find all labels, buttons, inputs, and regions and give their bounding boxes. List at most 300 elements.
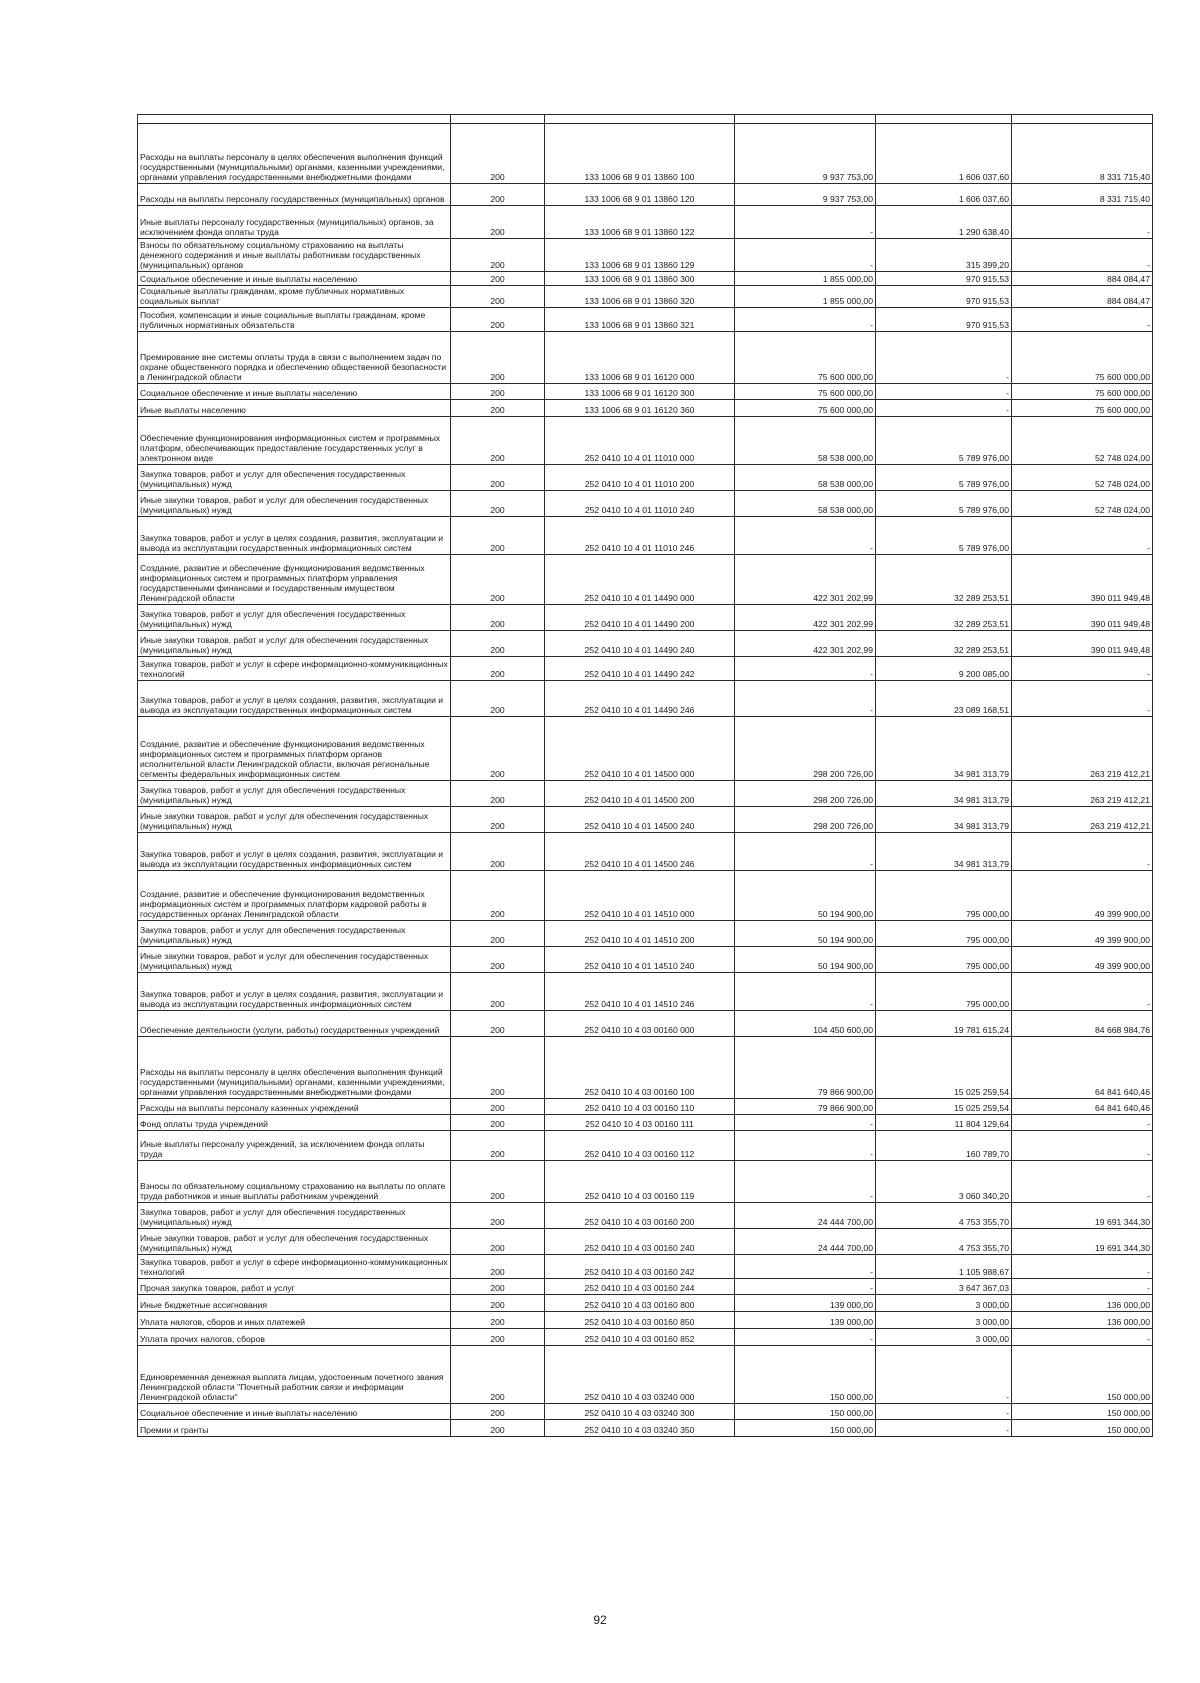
table-row	[138, 833, 1153, 871]
row-kbk-cell: 252 0410 10 4 01 11010 240	[545, 491, 735, 517]
row-name-cell: Прочая закупка товаров, работ и услуг	[138, 1279, 451, 1295]
row-approved-cell: -	[735, 657, 876, 681]
row-name-cell: Иные закупки товаров, работ и услуг для обеспечения государственных (муниципальных) нужд	[138, 491, 451, 517]
row-remaining-cell: 136 000,00	[1012, 1295, 1153, 1312]
row-approved-cell: -	[735, 1255, 876, 1279]
row-remaining-cell: -	[1012, 1255, 1153, 1279]
row-name-cell: Иные выплаты населению	[138, 400, 451, 417]
row-kbk-cell: 252 0410 10 4 03 00160 112	[545, 1131, 735, 1161]
row-name-cell: Иные закупки товаров, работ и услуг для обеспечения государственных (муниципальных) нужд	[138, 1229, 451, 1255]
table-row	[138, 272, 1153, 286]
table-row	[138, 124, 1153, 184]
row-remaining-cell: 52 748 024,00	[1012, 465, 1153, 491]
row-executed-cell: 970 915,53	[876, 308, 1012, 332]
table-row	[138, 1229, 1153, 1255]
row-executed-cell: -	[876, 384, 1012, 400]
row-remaining-cell: -	[1012, 1329, 1153, 1346]
row-remaining-cell: 150 000,00	[1012, 1404, 1153, 1420]
row-executed-cell: 5 789 976,00	[876, 417, 1012, 465]
row-approved-cell: 139 000,00	[735, 1295, 876, 1312]
table-row	[138, 1404, 1153, 1420]
row-remaining-cell: -	[1012, 657, 1153, 681]
row-name-cell: Иные закупки товаров, работ и услуг для обеспечения государственных (муниципальных) нужд	[138, 631, 451, 657]
row-remaining-cell: 390 011 949,48	[1012, 631, 1153, 657]
table-row	[138, 184, 1153, 206]
row-executed-cell: 3 000,00	[876, 1295, 1012, 1312]
row-remaining-cell: 19 691 344,30	[1012, 1229, 1153, 1255]
row-approved-cell: -	[735, 308, 876, 332]
row-kbk-cell: 252 0410 10 4 01 11010 000	[545, 417, 735, 465]
row-approved-cell: 9 937 753,00	[735, 184, 876, 206]
row-approved-cell: 50 194 900,00	[735, 871, 876, 921]
row-approved-cell: 150 000,00	[735, 1346, 876, 1404]
table-row	[138, 1346, 1153, 1404]
table-row	[138, 973, 1153, 1011]
row-kbk-cell: 252 0410 10 4 01 14490 200	[545, 605, 735, 631]
row-remaining-cell: 49 399 900,00	[1012, 947, 1153, 973]
row-code-cell: 200	[451, 1312, 545, 1329]
row-executed-cell: -	[876, 1404, 1012, 1420]
row-code-cell: 200	[451, 605, 545, 631]
row-code-cell: 200	[451, 833, 545, 871]
table-row	[138, 384, 1153, 400]
row-remaining-cell: -	[1012, 517, 1153, 555]
row-code-cell: 200	[451, 1115, 545, 1131]
row-kbk-cell: 252 0410 10 4 03 00160 119	[545, 1161, 735, 1203]
row-kbk-cell: 133 1006 68 9 01 13860 129	[545, 239, 735, 272]
row-remaining-cell: 75 600 000,00	[1012, 384, 1153, 400]
row-remaining-cell: 884 084,47	[1012, 272, 1153, 286]
row-executed-cell: 3 647 367,03	[876, 1279, 1012, 1295]
row-kbk-cell: 133 1006 68 9 01 16120 360	[545, 400, 735, 417]
row-executed-cell: 11 804 129,64	[876, 1115, 1012, 1131]
row-name-cell: Обеспечение функционирования информационных систем и программных платформ, обеспечивающих предоставление государственных услуг в электронном виде	[138, 417, 451, 465]
table-row	[138, 206, 1153, 239]
row-name-cell: Единовременная денежная выплата лицам, удостоенным почетного звания Ленинградской области "Почетный работник связи и информации Ленинградской области"	[138, 1346, 451, 1404]
row-code-cell: 200	[451, 947, 545, 973]
table-row	[138, 657, 1153, 681]
row-approved-cell: 75 600 000,00	[735, 332, 876, 384]
row-code-cell: 200	[451, 681, 545, 717]
row-executed-cell: 4 753 355,70	[876, 1203, 1012, 1229]
row-kbk-cell: 252 0410 10 4 03 03240 350	[545, 1420, 735, 1437]
row-remaining-cell: -	[1012, 308, 1153, 332]
row-executed-cell: 970 915,53	[876, 272, 1012, 286]
row-remaining-cell: 136 000,00	[1012, 1312, 1153, 1329]
row-kbk-cell: 252 0410 10 4 01 11010 200	[545, 465, 735, 491]
row-kbk-cell: 133 1006 68 9 01 16120 000	[545, 332, 735, 384]
row-approved-cell: -	[735, 681, 876, 717]
row-remaining-cell: 52 748 024,00	[1012, 491, 1153, 517]
table-row	[138, 1115, 1153, 1131]
row-code-cell: 200	[451, 1255, 545, 1279]
row-approved-cell: -	[735, 973, 876, 1011]
row-executed-cell: 15 025 259,54	[876, 1099, 1012, 1115]
row-code-cell: 200	[451, 465, 545, 491]
table-row	[138, 1295, 1153, 1312]
row-code-cell: 200	[451, 1420, 545, 1437]
row-approved-cell: -	[735, 1329, 876, 1346]
row-kbk-cell: 252 0410 10 4 03 00160 242	[545, 1255, 735, 1279]
table-row	[138, 517, 1153, 555]
row-remaining-cell: 263 219 412,21	[1012, 717, 1153, 781]
row-code-cell: 200	[451, 206, 545, 239]
row-kbk-cell: 133 1006 68 9 01 16120 300	[545, 384, 735, 400]
row-name-cell: Закупка товаров, работ и услуг для обеспечения государственных (муниципальных) нужд	[138, 605, 451, 631]
row-approved-cell: 75 600 000,00	[735, 400, 876, 417]
row-approved-cell: 58 538 000,00	[735, 417, 876, 465]
row-approved-cell: 24 444 700,00	[735, 1229, 876, 1255]
row-executed-cell: -	[876, 1420, 1012, 1437]
row-kbk-cell: 252 0410 10 4 01 14510 246	[545, 973, 735, 1011]
row-code-cell: 200	[451, 400, 545, 417]
row-executed-cell: 9 200 085,00	[876, 657, 1012, 681]
table-row	[138, 239, 1153, 272]
row-name-cell: Уплата прочих налогов, сборов	[138, 1329, 451, 1346]
row-name-cell: Иные выплаты персоналу государственных (муниципальных) органов, за исключением фонда оплаты труда	[138, 206, 451, 239]
table-row	[138, 1161, 1153, 1203]
row-name-cell: Создание, развитие и обеспечение функционирования ведомственных информационных систем и программных платформ управления государственными финансами и государственным имуществом Ленинградской области	[138, 555, 451, 605]
row-name-cell: Расходы на выплаты персоналу государственных (муниципальных) органов	[138, 184, 451, 206]
row-kbk-cell: 252 0410 10 4 03 00160 200	[545, 1203, 735, 1229]
row-name-cell: Закупка товаров, работ и услуг для обеспечения государственных (муниципальных) нужд	[138, 465, 451, 491]
row-remaining-cell: 884 084,47	[1012, 286, 1153, 308]
row-remaining-cell: -	[1012, 973, 1153, 1011]
row-approved-cell: 75 600 000,00	[735, 384, 876, 400]
row-kbk-cell: 252 0410 10 4 03 00160 240	[545, 1229, 735, 1255]
row-kbk-cell: 252 0410 10 4 01 14500 240	[545, 807, 735, 833]
row-kbk-cell: 252 0410 10 4 01 14500 200	[545, 781, 735, 807]
row-name-cell: Расходы на выплаты персоналу в целях обеспечения выполнения функций государственными (муниципальными) органами, казенными учреждениями, органами управления государственными внебюджетными фондами	[138, 1037, 451, 1099]
row-name-cell: Обеспечение деятельности (услуги, работы) государственных учреждений	[138, 1011, 451, 1037]
row-executed-cell: 160 789,70	[876, 1131, 1012, 1161]
row-executed-cell: 970 915,53	[876, 286, 1012, 308]
row-kbk-cell: 133 1006 68 9 01 13860 321	[545, 308, 735, 332]
row-kbk-cell: 252 0410 10 4 03 00160 800	[545, 1295, 735, 1312]
row-executed-cell: 3 000,00	[876, 1329, 1012, 1346]
row-code-cell: 200	[451, 1161, 545, 1203]
row-code-cell: 200	[451, 1099, 545, 1115]
row-name-cell: Социальное обеспечение и иные выплаты населению	[138, 1404, 451, 1420]
row-approved-cell: 50 194 900,00	[735, 947, 876, 973]
row-remaining-cell: 52 748 024,00	[1012, 417, 1153, 465]
row-executed-cell: 5 789 976,00	[876, 465, 1012, 491]
row-executed-cell: 34 981 313,79	[876, 781, 1012, 807]
row-kbk-cell: 252 0410 10 4 01 14500 000	[545, 717, 735, 781]
table-row	[138, 717, 1153, 781]
row-remaining-cell: 75 600 000,00	[1012, 400, 1153, 417]
row-approved-cell: -	[735, 833, 876, 871]
row-kbk-cell: 252 0410 10 4 01 14510 000	[545, 871, 735, 921]
row-name-cell: Закупка товаров, работ и услуг в целях создания, развития, эксплуатации и вывода из эксплуатации государственных информационных систем	[138, 681, 451, 717]
row-executed-cell: 795 000,00	[876, 973, 1012, 1011]
row-kbk-cell: 133 1006 68 9 01 13860 100	[545, 124, 735, 184]
row-remaining-cell: -	[1012, 239, 1153, 272]
row-code-cell: 200	[451, 1295, 545, 1312]
row-approved-cell: 150 000,00	[735, 1404, 876, 1420]
row-executed-cell: 4 753 355,70	[876, 1229, 1012, 1255]
table-row	[138, 1420, 1153, 1437]
row-remaining-cell: -	[1012, 1161, 1153, 1203]
row-code-cell: 200	[451, 1203, 545, 1229]
row-kbk-cell: 133 1006 68 9 01 13860 122	[545, 206, 735, 239]
row-code-cell: 200	[451, 1279, 545, 1295]
row-executed-cell: 1 290 638,40	[876, 206, 1012, 239]
row-executed-cell: 23 089 168,51	[876, 681, 1012, 717]
row-executed-cell: -	[876, 1346, 1012, 1404]
row-name-cell: Иные бюджетные ассигнования	[138, 1295, 451, 1312]
row-approved-cell: 139 000,00	[735, 1312, 876, 1329]
row-name-cell: Иные закупки товаров, работ и услуг для обеспечения государственных (муниципальных) нужд	[138, 807, 451, 833]
row-approved-cell: 79 866 900,00	[735, 1099, 876, 1115]
row-remaining-cell: 49 399 900,00	[1012, 921, 1153, 947]
table-row	[138, 807, 1153, 833]
table-row	[138, 781, 1153, 807]
row-approved-cell: 298 200 726,00	[735, 781, 876, 807]
row-code-cell: 200	[451, 921, 545, 947]
row-remaining-cell: -	[1012, 681, 1153, 717]
row-name-cell: Закупка товаров, работ и услуг в целях создания, развития, эксплуатации и вывода из эксплуатации государственных информационных систем	[138, 517, 451, 555]
row-code-cell: 200	[451, 491, 545, 517]
table-row	[138, 921, 1153, 947]
table-row	[138, 1037, 1153, 1099]
row-name-cell: Закупка товаров, работ и услуг в сфере информационно-коммуникационных технологий	[138, 657, 451, 681]
row-code-cell: 200	[451, 1404, 545, 1420]
row-kbk-cell: 252 0410 10 4 03 00160 244	[545, 1279, 735, 1295]
row-approved-cell: 58 538 000,00	[735, 491, 876, 517]
row-remaining-cell: 64 841 640,46	[1012, 1099, 1153, 1115]
row-approved-cell: 79 866 900,00	[735, 1037, 876, 1099]
row-kbk-cell: 133 1006 68 9 01 13860 300	[545, 272, 735, 286]
row-name-cell: Социальное обеспечение и иные выплаты населению	[138, 384, 451, 400]
row-code-cell: 200	[451, 332, 545, 384]
row-remaining-cell: 64 841 640,46	[1012, 1037, 1153, 1099]
row-executed-cell: 34 981 313,79	[876, 833, 1012, 871]
row-kbk-cell: 252 0410 10 4 03 00160 850	[545, 1312, 735, 1329]
row-executed-cell: 315 399,20	[876, 239, 1012, 272]
row-approved-cell: 298 200 726,00	[735, 717, 876, 781]
row-executed-cell: 795 000,00	[876, 871, 1012, 921]
row-executed-cell: 34 981 313,79	[876, 807, 1012, 833]
row-name-cell: Закупка товаров, работ и услуг для обеспечения государственных (муниципальных) нужд	[138, 921, 451, 947]
table-row	[138, 465, 1153, 491]
table-row	[138, 871, 1153, 921]
row-remaining-cell: 150 000,00	[1012, 1346, 1153, 1404]
row-executed-cell: 795 000,00	[876, 947, 1012, 973]
row-code-cell: 200	[451, 517, 545, 555]
row-code-cell: 200	[451, 717, 545, 781]
table-row	[138, 286, 1153, 308]
row-executed-cell: 795 000,00	[876, 921, 1012, 947]
row-executed-cell: 15 025 259,54	[876, 1037, 1012, 1099]
row-name-cell: Расходы на выплаты персоналу в целях обеспечения выполнения функций государственными (муниципальными) органами, казенными учреждениями, органами управления государственными внебюджетными фондами	[138, 124, 451, 184]
row-kbk-cell: 252 0410 10 4 01 14490 000	[545, 555, 735, 605]
row-approved-cell: 1 855 000,00	[735, 272, 876, 286]
row-name-cell: Социальное обеспечение и иные выплаты населению	[138, 272, 451, 286]
row-remaining-cell: 390 011 949,48	[1012, 555, 1153, 605]
table-row	[138, 1131, 1153, 1161]
row-name-cell: Закупка товаров, работ и услуг в сфере информационно-коммуникационных технологий	[138, 1255, 451, 1279]
row-approved-cell: -	[735, 1161, 876, 1203]
table-row	[138, 1255, 1153, 1279]
row-remaining-cell: 49 399 900,00	[1012, 871, 1153, 921]
row-code-cell: 200	[451, 239, 545, 272]
row-name-cell: Создание, развитие и обеспечение функционирования ведомственных информационных систем и программных платформ органов исполнительной власти Ленинградской области, включая региональные сегменты федеральных информационных систем	[138, 717, 451, 781]
row-remaining-cell: -	[1012, 1279, 1153, 1295]
row-name-cell: Закупка товаров, работ и услуг в целях создания, развития, эксплуатации и вывода из эксплуатации государственных информационных систем	[138, 973, 451, 1011]
row-code-cell: 200	[451, 384, 545, 400]
row-approved-cell: 9 937 753,00	[735, 124, 876, 184]
row-kbk-cell: 252 0410 10 4 03 00160 000	[545, 1011, 735, 1037]
row-executed-cell: 1 606 037,60	[876, 184, 1012, 206]
row-name-cell: Расходы на выплаты персоналу казенных учреждений	[138, 1099, 451, 1115]
table-row	[138, 1203, 1153, 1229]
table-row	[138, 947, 1153, 973]
row-code-cell: 200	[451, 555, 545, 605]
row-code-cell: 200	[451, 781, 545, 807]
row-remaining-cell: 150 000,00	[1012, 1420, 1153, 1437]
row-kbk-cell: 252 0410 10 4 03 00160 111	[545, 1115, 735, 1131]
row-remaining-cell: 390 011 949,48	[1012, 605, 1153, 631]
row-executed-cell: 3 060 340,20	[876, 1161, 1012, 1203]
row-code-cell: 200	[451, 417, 545, 465]
row-approved-cell: 422 301 202,99	[735, 605, 876, 631]
row-code-cell: 200	[451, 1329, 545, 1346]
table-row	[138, 332, 1153, 384]
row-approved-cell: -	[735, 1279, 876, 1295]
row-approved-cell: -	[735, 517, 876, 555]
table-row	[138, 1099, 1153, 1115]
row-name-cell: Создание, развитие и обеспечение функционирования ведомственных информационных систем и программных платформ кадровой работы в государственных органах Ленинградской области	[138, 871, 451, 921]
row-code-cell: 200	[451, 1131, 545, 1161]
row-code-cell: 200	[451, 807, 545, 833]
row-approved-cell: 422 301 202,99	[735, 555, 876, 605]
row-approved-cell: 298 200 726,00	[735, 807, 876, 833]
row-remaining-cell: 8 331 715,40	[1012, 124, 1153, 184]
table-row	[138, 555, 1153, 605]
row-code-cell: 200	[451, 657, 545, 681]
row-name-cell: Иные выплаты персоналу учреждений, за исключением фонда оплаты труда	[138, 1131, 451, 1161]
row-name-cell: Фонд оплаты труда учреждений	[138, 1115, 451, 1131]
row-executed-cell: 32 289 253,51	[876, 605, 1012, 631]
row-remaining-cell: -	[1012, 1115, 1153, 1131]
row-executed-cell: -	[876, 400, 1012, 417]
row-kbk-cell: 252 0410 10 4 03 03240 000	[545, 1346, 735, 1404]
row-code-cell: 200	[451, 973, 545, 1011]
row-kbk-cell: 252 0410 10 4 03 00160 100	[545, 1037, 735, 1099]
row-kbk-cell: 252 0410 10 4 01 14500 246	[545, 833, 735, 871]
row-code-cell: 200	[451, 1346, 545, 1404]
budget-execution-table-sheet	[137, 114, 1152, 1437]
row-executed-cell: -	[876, 332, 1012, 384]
row-name-cell: Иные закупки товаров, работ и услуг для обеспечения государственных (муниципальных) нужд	[138, 947, 451, 973]
table-row	[138, 1312, 1153, 1329]
row-approved-cell: 58 538 000,00	[735, 465, 876, 491]
row-executed-cell: 1 606 037,60	[876, 124, 1012, 184]
row-approved-cell: 50 194 900,00	[735, 921, 876, 947]
row-code-cell: 200	[451, 631, 545, 657]
row-code-cell: 200	[451, 1037, 545, 1099]
page-number: 92	[593, 1613, 607, 1627]
row-name-cell: Закупка товаров, работ и услуг для обеспечения государственных (муниципальных) нужд	[138, 781, 451, 807]
row-executed-cell: 32 289 253,51	[876, 555, 1012, 605]
row-name-cell: Закупка товаров, работ и услуг в целях создания, развития, эксплуатации и вывода из эксплуатации государственных информационных систем	[138, 833, 451, 871]
row-remaining-cell: 263 219 412,21	[1012, 781, 1153, 807]
table-row	[138, 681, 1153, 717]
row-executed-cell: 19 781 615,24	[876, 1011, 1012, 1037]
row-kbk-cell: 252 0410 10 4 01 11010 246	[545, 517, 735, 555]
table-row	[138, 605, 1153, 631]
row-remaining-cell: 263 219 412,21	[1012, 807, 1153, 833]
row-approved-cell: 1 855 000,00	[735, 286, 876, 308]
row-kbk-cell: 252 0410 10 4 01 14510 240	[545, 947, 735, 973]
row-code-cell: 200	[451, 184, 545, 206]
row-code-cell: 200	[451, 272, 545, 286]
row-executed-cell: 1 105 988,67	[876, 1255, 1012, 1279]
row-kbk-cell: 252 0410 10 4 01 14510 200	[545, 921, 735, 947]
row-kbk-cell: 252 0410 10 4 01 14490 246	[545, 681, 735, 717]
table-row	[138, 308, 1153, 332]
row-approved-cell: -	[735, 1115, 876, 1131]
table-row	[138, 417, 1153, 465]
row-name-cell: Премирование вне системы оплаты труда в связи с выполнением задач по охране общественного порядка и обеспечению общественной безопасности в Ленинградской области	[138, 332, 451, 384]
row-name-cell: Пособия, компенсации и иные социальные выплаты гражданам, кроме публичных нормативных обязательств	[138, 308, 451, 332]
row-code-cell: 200	[451, 1229, 545, 1255]
row-kbk-cell: 252 0410 10 4 03 03240 300	[545, 1404, 735, 1420]
row-remaining-cell: 19 691 344,30	[1012, 1203, 1153, 1229]
row-approved-cell: 104 450 600,00	[735, 1011, 876, 1037]
row-executed-cell: 5 789 976,00	[876, 491, 1012, 517]
row-code-cell: 200	[451, 286, 545, 308]
table-row	[138, 491, 1153, 517]
table-row	[138, 1011, 1153, 1037]
row-approved-cell: -	[735, 206, 876, 239]
row-executed-cell: 32 289 253,51	[876, 631, 1012, 657]
row-kbk-cell: 252 0410 10 4 01 14490 242	[545, 657, 735, 681]
row-approved-cell: -	[735, 239, 876, 272]
row-approved-cell: 24 444 700,00	[735, 1203, 876, 1229]
row-remaining-cell: 84 668 984,76	[1012, 1011, 1153, 1037]
row-code-cell: 200	[451, 1011, 545, 1037]
row-code-cell: 200	[451, 871, 545, 921]
row-remaining-cell: 75 600 000,00	[1012, 332, 1153, 384]
row-executed-cell: 3 000,00	[876, 1312, 1012, 1329]
row-code-cell: 200	[451, 124, 545, 184]
row-name-cell: Премии и гранты	[138, 1420, 451, 1437]
row-executed-cell: 34 981 313,79	[876, 717, 1012, 781]
row-approved-cell: 422 301 202,99	[735, 631, 876, 657]
row-approved-cell: 150 000,00	[735, 1420, 876, 1437]
row-remaining-cell: -	[1012, 206, 1153, 239]
row-remaining-cell: -	[1012, 833, 1153, 871]
table-top-border	[138, 115, 1153, 124]
row-code-cell: 200	[451, 308, 545, 332]
table-body	[138, 115, 1153, 1437]
row-approved-cell: -	[735, 1131, 876, 1161]
table-row	[138, 1279, 1153, 1295]
row-kbk-cell: 252 0410 10 4 03 00160 852	[545, 1329, 735, 1346]
row-name-cell: Уплата налогов, сборов и иных платежей	[138, 1312, 451, 1329]
row-kbk-cell: 252 0410 10 4 01 14490 240	[545, 631, 735, 657]
row-remaining-cell: -	[1012, 1131, 1153, 1161]
row-executed-cell: 5 789 976,00	[876, 517, 1012, 555]
table-row	[138, 631, 1153, 657]
row-remaining-cell: 8 331 715,40	[1012, 184, 1153, 206]
row-name-cell: Закупка товаров, работ и услуг для обеспечения государственных (муниципальных) нужд	[138, 1203, 451, 1229]
row-name-cell: Взносы по обязательному социальному страхованию на выплаты денежного содержания и иные выплаты работникам государственных (муниципальных) органов	[138, 239, 451, 272]
row-name-cell: Социальные выплаты гражданам, кроме публичных нормативных социальных выплат	[138, 286, 451, 308]
table-row	[138, 400, 1153, 417]
